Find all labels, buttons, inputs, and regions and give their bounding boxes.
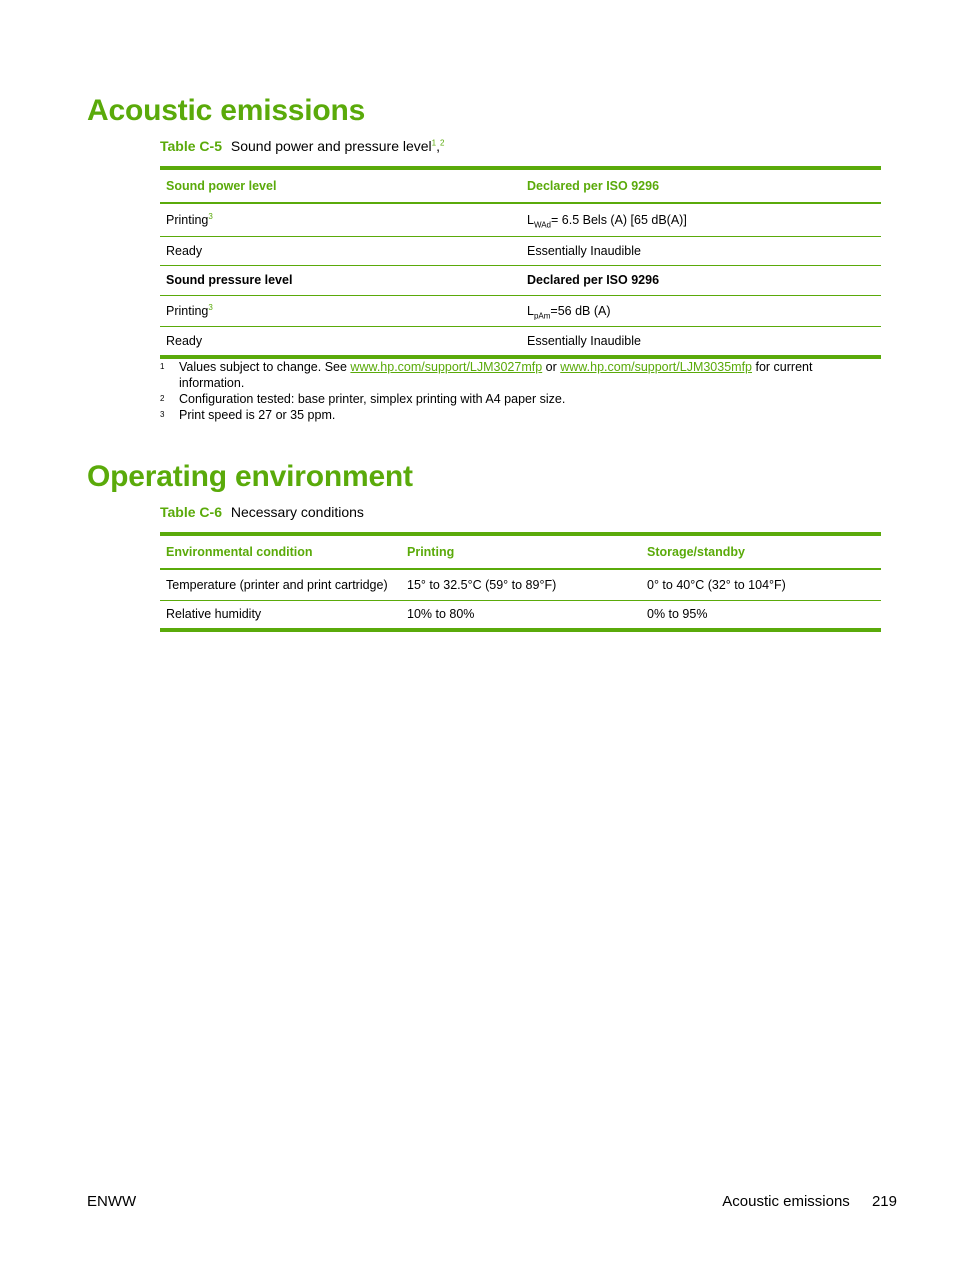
footnote-ref: 2 bbox=[440, 138, 445, 148]
conditions-table bbox=[160, 532, 881, 632]
table-subheader-cell: Sound pressure level bbox=[160, 265, 521, 295]
column-header: Printing bbox=[401, 534, 641, 569]
table-c6-caption bbox=[160, 504, 364, 520]
table-cell: Essentially Inaudible bbox=[521, 236, 881, 265]
footnote-ref: 3 bbox=[208, 211, 213, 221]
table-row bbox=[160, 600, 881, 630]
footnote bbox=[160, 359, 860, 391]
support-link-3027[interactable]: www.hp.com/support/LJM3027mfp bbox=[350, 360, 543, 374]
table-row bbox=[160, 265, 881, 295]
footnote bbox=[160, 407, 860, 423]
table-cell: Essentially Inaudible bbox=[527, 333, 641, 348]
footnote-text: Configuration tested: base printer, simplex printing with A4 paper size. bbox=[179, 392, 566, 406]
table-cell: $L_{pAm}=56$ dB (A) bbox=[521, 295, 881, 326]
footnote-ref: 1 bbox=[431, 138, 437, 148]
column-header: Environmental condition bbox=[160, 534, 401, 569]
page-number: 219 bbox=[871, 1193, 897, 1210]
footnote-number: 3 bbox=[160, 410, 165, 419]
table-cell: Ready bbox=[166, 333, 203, 348]
table-header-row bbox=[160, 534, 881, 569]
table-row bbox=[160, 326, 881, 357]
footer-right bbox=[722, 1193, 897, 1210]
table-title: Necessary conditions bbox=[230, 504, 364, 520]
footer-section: Acoustic emissions bbox=[722, 1193, 850, 1210]
table-header-row bbox=[160, 168, 881, 203]
sound-table bbox=[160, 166, 881, 359]
footnote-number: 2 bbox=[160, 394, 165, 403]
table-row bbox=[160, 295, 881, 326]
table-cell: $L_{WAd}= 6.5$ Bels (A) [65 dB(A)] bbox=[521, 203, 881, 236]
footnote-text: Values subject to change. See www.hp.com/support/LJM3027mfp or www.hp.com/support/LJM3035mfp for current information. bbox=[179, 360, 813, 390]
footnotes bbox=[160, 359, 860, 423]
table-cell: Ready bbox=[160, 236, 521, 265]
footnote-ref: 3 bbox=[208, 302, 213, 312]
column-header: Storage/standby bbox=[641, 534, 881, 569]
operating-heading: Operating environment bbox=[87, 460, 413, 493]
table-label: Table C-6 bbox=[160, 504, 222, 520]
acoustic-heading: Acoustic emissions bbox=[87, 94, 366, 127]
table-cell: Temperature (printer and print cartridge) bbox=[160, 569, 401, 600]
table-row bbox=[160, 236, 881, 265]
table-subheader-cell: Declared per ISO 9296 bbox=[521, 265, 881, 295]
table-row bbox=[160, 569, 881, 600]
table-label: Table C-5 bbox=[160, 138, 222, 154]
table-cell: 15° to 32.5°C (59° to 89°F) bbox=[401, 569, 641, 600]
table-title: Sound power and pressure level bbox=[230, 138, 432, 154]
table-cell: 0° to 40°C (32° to 104°F) bbox=[641, 569, 881, 600]
table-cell: Printing$^3$ bbox=[160, 295, 521, 326]
footnote bbox=[160, 391, 860, 407]
table-c5-caption: Table C-5 Sound power and pressure level$^1$,$^2$ bbox=[160, 138, 445, 154]
footnote-text: Print speed is 27 or 35 ppm. bbox=[179, 408, 336, 422]
table-cell: 0% to 95% bbox=[647, 607, 708, 622]
table-row bbox=[160, 203, 881, 236]
support-link-3035[interactable]: www.hp.com/support/LJM3035mfp bbox=[560, 360, 753, 374]
column-header: Declared per ISO 9296 bbox=[521, 168, 881, 203]
footnote-number: 1 bbox=[160, 362, 165, 371]
column-header: Sound power level bbox=[160, 168, 521, 203]
table-cell: 10% to 80% bbox=[407, 607, 475, 622]
footer-left: ENWW bbox=[87, 1193, 137, 1210]
table-cell: Relative humidity bbox=[166, 607, 262, 622]
table-cell: Printing$^3$ bbox=[160, 203, 521, 236]
